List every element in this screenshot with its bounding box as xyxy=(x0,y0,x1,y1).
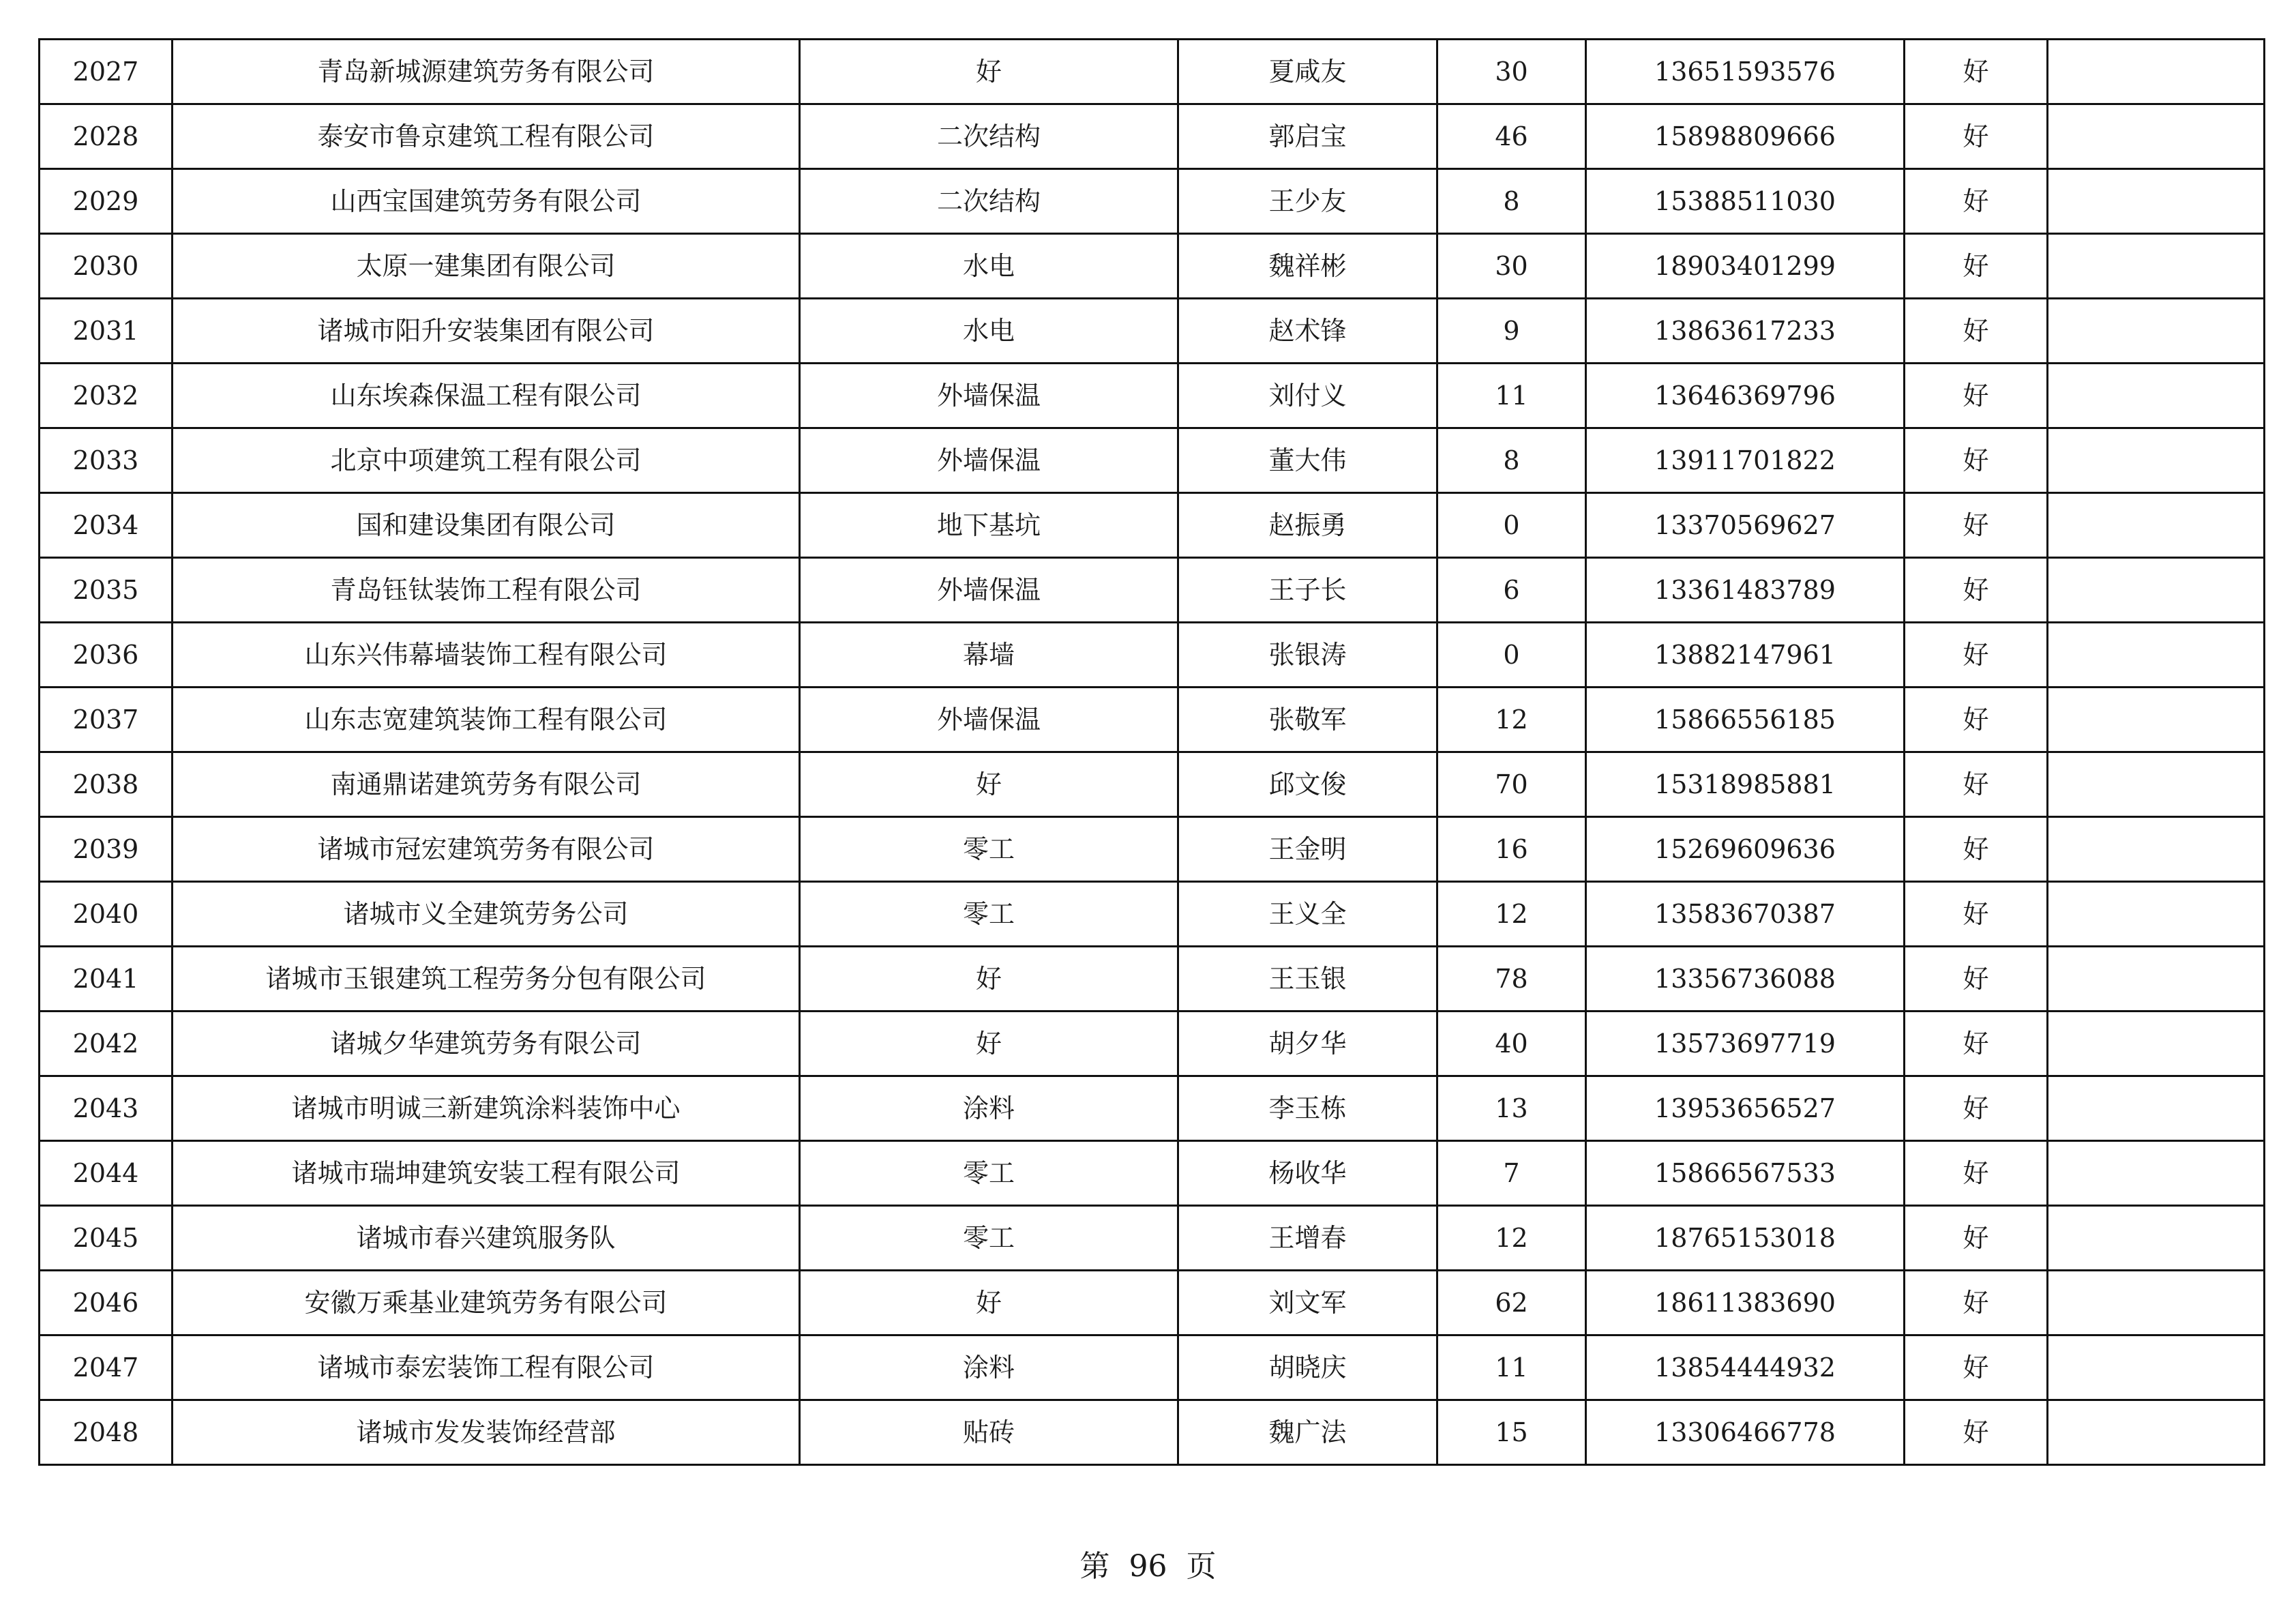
rating-cell: 好 xyxy=(1905,493,2048,558)
remark-cell xyxy=(2048,1206,2265,1271)
worker-count-cell: 12 xyxy=(1437,882,1586,947)
table-row xyxy=(40,493,2265,558)
company-name-cell: 太原一建集团有限公司 xyxy=(173,234,800,299)
rating-cell: 好 xyxy=(1905,40,2048,104)
work-type-cell: 二次结构 xyxy=(800,169,1178,234)
contact-person-cell: 刘文军 xyxy=(1178,1271,1437,1335)
phone-number-cell: 13361483789 xyxy=(1586,558,1905,623)
phone-number-cell: 13953656527 xyxy=(1586,1076,1905,1141)
work-type-cell: 好 xyxy=(800,1012,1178,1076)
work-type-cell: 幕墙 xyxy=(800,623,1178,688)
rating-cell: 好 xyxy=(1905,947,2048,1012)
phone-number-cell: 13356736088 xyxy=(1586,947,1905,1012)
page-number: 第 96 页 xyxy=(1079,1549,1217,1584)
contractor-table xyxy=(38,38,2265,1466)
company-name-cell: 泰安市鲁京建筑工程有限公司 xyxy=(173,104,800,169)
company-name-cell: 诸城市阳升安装集团有限公司 xyxy=(173,299,800,364)
remark-cell xyxy=(2048,688,2265,752)
table-row xyxy=(40,882,2265,947)
contact-person-cell: 赵振勇 xyxy=(1178,493,1437,558)
company-name-cell: 山东兴伟幕墙装饰工程有限公司 xyxy=(173,623,800,688)
company-name-cell: 诸城市明诚三新建筑涂料装饰中心 xyxy=(173,1076,800,1141)
row-number-cell: 2034 xyxy=(40,493,173,558)
phone-number-cell: 13646369796 xyxy=(1586,364,1905,428)
worker-count-cell: 6 xyxy=(1437,558,1586,623)
row-number-cell: 2036 xyxy=(40,623,173,688)
work-type-cell: 外墙保温 xyxy=(800,688,1178,752)
table-row xyxy=(40,947,2265,1012)
work-type-cell: 零工 xyxy=(800,1141,1178,1206)
rating-cell: 好 xyxy=(1905,688,2048,752)
row-number-cell: 2047 xyxy=(40,1335,173,1400)
remark-cell xyxy=(2048,947,2265,1012)
contact-person-cell: 胡晓庆 xyxy=(1178,1335,1437,1400)
table-row xyxy=(40,1335,2265,1400)
company-name-cell: 诸城市义全建筑劳务公司 xyxy=(173,882,800,947)
rating-cell: 好 xyxy=(1905,1012,2048,1076)
remark-cell xyxy=(2048,40,2265,104)
phone-number-cell: 18611383690 xyxy=(1586,1271,1905,1335)
phone-number-cell: 18903401299 xyxy=(1586,234,1905,299)
phone-number-cell: 13882147961 xyxy=(1586,623,1905,688)
row-number-cell: 2028 xyxy=(40,104,173,169)
remark-cell xyxy=(2048,234,2265,299)
row-number-cell: 2045 xyxy=(40,1206,173,1271)
table-row xyxy=(40,428,2265,493)
table-row xyxy=(40,299,2265,364)
row-number-cell: 2046 xyxy=(40,1271,173,1335)
contact-person-cell: 王玉银 xyxy=(1178,947,1437,1012)
table-row xyxy=(40,1271,2265,1335)
remark-cell xyxy=(2048,169,2265,234)
contact-person-cell: 胡夕华 xyxy=(1178,1012,1437,1076)
company-name-cell: 诸城市瑞坤建筑安装工程有限公司 xyxy=(173,1141,800,1206)
rating-cell: 好 xyxy=(1905,169,2048,234)
contact-person-cell: 魏祥彬 xyxy=(1178,234,1437,299)
table-row xyxy=(40,1012,2265,1076)
contact-person-cell: 李玉栋 xyxy=(1178,1076,1437,1141)
worker-count-cell: 46 xyxy=(1437,104,1586,169)
table-row xyxy=(40,623,2265,688)
rating-cell: 好 xyxy=(1905,1335,2048,1400)
work-type-cell: 好 xyxy=(800,40,1178,104)
rating-cell: 好 xyxy=(1905,882,2048,947)
row-number-cell: 2030 xyxy=(40,234,173,299)
worker-count-cell: 12 xyxy=(1437,1206,1586,1271)
work-type-cell: 好 xyxy=(800,1271,1178,1335)
worker-count-cell: 7 xyxy=(1437,1141,1586,1206)
phone-number-cell: 15318985881 xyxy=(1586,752,1905,817)
work-type-cell: 水电 xyxy=(800,299,1178,364)
worker-count-cell: 62 xyxy=(1437,1271,1586,1335)
phone-number-cell: 13911701822 xyxy=(1586,428,1905,493)
company-name-cell: 诸城市春兴建筑服务队 xyxy=(173,1206,800,1271)
table-row xyxy=(40,1141,2265,1206)
rating-cell: 好 xyxy=(1905,817,2048,882)
phone-number-cell: 13854444932 xyxy=(1586,1335,1905,1400)
table-row xyxy=(40,234,2265,299)
company-name-cell: 国和建设集团有限公司 xyxy=(173,493,800,558)
table-row xyxy=(40,752,2265,817)
company-name-cell: 诸城市泰宏装饰工程有限公司 xyxy=(173,1335,800,1400)
contact-person-cell: 郭启宝 xyxy=(1178,104,1437,169)
worker-count-cell: 0 xyxy=(1437,493,1586,558)
worker-count-cell: 0 xyxy=(1437,623,1586,688)
table-row xyxy=(40,558,2265,623)
work-type-cell: 外墙保温 xyxy=(800,364,1178,428)
rating-cell: 好 xyxy=(1905,1206,2048,1271)
phone-number-cell: 15866556185 xyxy=(1586,688,1905,752)
remark-cell xyxy=(2048,1141,2265,1206)
phone-number-cell: 13583670387 xyxy=(1586,882,1905,947)
company-name-cell: 诸城夕华建筑劳务有限公司 xyxy=(173,1012,800,1076)
row-number-cell: 2041 xyxy=(40,947,173,1012)
contact-person-cell: 杨收华 xyxy=(1178,1141,1437,1206)
company-name-cell: 山西宝国建筑劳务有限公司 xyxy=(173,169,800,234)
company-name-cell: 青岛新城源建筑劳务有限公司 xyxy=(173,40,800,104)
row-number-cell: 2029 xyxy=(40,169,173,234)
rating-cell: 好 xyxy=(1905,1400,2048,1465)
rating-cell: 好 xyxy=(1905,752,2048,817)
worker-count-cell: 8 xyxy=(1437,169,1586,234)
row-number-cell: 2040 xyxy=(40,882,173,947)
work-type-cell: 零工 xyxy=(800,1206,1178,1271)
table-row xyxy=(40,169,2265,234)
row-number-cell: 2044 xyxy=(40,1141,173,1206)
table-row xyxy=(40,364,2265,428)
remark-cell xyxy=(2048,428,2265,493)
row-number-cell: 2027 xyxy=(40,40,173,104)
worker-count-cell: 11 xyxy=(1437,364,1586,428)
contact-person-cell: 王金明 xyxy=(1178,817,1437,882)
work-type-cell: 外墙保温 xyxy=(800,428,1178,493)
contact-person-cell: 刘付义 xyxy=(1178,364,1437,428)
contact-person-cell: 张敬军 xyxy=(1178,688,1437,752)
company-name-cell: 安徽万乘基业建筑劳务有限公司 xyxy=(173,1271,800,1335)
work-type-cell: 外墙保温 xyxy=(800,558,1178,623)
contact-person-cell: 邱文俊 xyxy=(1178,752,1437,817)
rating-cell: 好 xyxy=(1905,234,2048,299)
row-number-cell: 2043 xyxy=(40,1076,173,1141)
row-number-cell: 2048 xyxy=(40,1400,173,1465)
work-type-cell: 涂料 xyxy=(800,1076,1178,1141)
contact-person-cell: 王义全 xyxy=(1178,882,1437,947)
contact-person-cell: 赵术锋 xyxy=(1178,299,1437,364)
remark-cell xyxy=(2048,817,2265,882)
row-number-cell: 2038 xyxy=(40,752,173,817)
rating-cell: 好 xyxy=(1905,1141,2048,1206)
rating-cell: 好 xyxy=(1905,364,2048,428)
company-name-cell: 诸城市冠宏建筑劳务有限公司 xyxy=(173,817,800,882)
phone-number-cell: 15269609636 xyxy=(1586,817,1905,882)
table-row xyxy=(40,1206,2265,1271)
worker-count-cell: 30 xyxy=(1437,234,1586,299)
remark-cell xyxy=(2048,752,2265,817)
contact-person-cell: 王少友 xyxy=(1178,169,1437,234)
remark-cell xyxy=(2048,1335,2265,1400)
table-row xyxy=(40,1076,2265,1141)
contact-person-cell: 王子长 xyxy=(1178,558,1437,623)
work-type-cell: 好 xyxy=(800,752,1178,817)
rating-cell: 好 xyxy=(1905,623,2048,688)
row-number-cell: 2033 xyxy=(40,428,173,493)
work-type-cell: 地下基坑 xyxy=(800,493,1178,558)
contact-person-cell: 夏咸友 xyxy=(1178,40,1437,104)
company-name-cell: 北京中项建筑工程有限公司 xyxy=(173,428,800,493)
company-name-cell: 山东志宽建筑装饰工程有限公司 xyxy=(173,688,800,752)
remark-cell xyxy=(2048,1400,2265,1465)
row-number-cell: 2035 xyxy=(40,558,173,623)
worker-count-cell: 12 xyxy=(1437,688,1586,752)
table-row xyxy=(40,817,2265,882)
company-name-cell: 诸城市玉银建筑工程劳务分包有限公司 xyxy=(173,947,800,1012)
phone-number-cell: 15866567533 xyxy=(1586,1141,1905,1206)
table-row xyxy=(40,688,2265,752)
contact-person-cell: 王增春 xyxy=(1178,1206,1437,1271)
phone-number-cell: 13863617233 xyxy=(1586,299,1905,364)
remark-cell xyxy=(2048,558,2265,623)
contact-person-cell: 张银涛 xyxy=(1178,623,1437,688)
remark-cell xyxy=(2048,364,2265,428)
table-row xyxy=(40,1400,2265,1465)
worker-count-cell: 70 xyxy=(1437,752,1586,817)
phone-number-cell: 13651593576 xyxy=(1586,40,1905,104)
rating-cell: 好 xyxy=(1905,558,2048,623)
rating-cell: 好 xyxy=(1905,428,2048,493)
rating-cell: 好 xyxy=(1905,299,2048,364)
worker-count-cell: 78 xyxy=(1437,947,1586,1012)
phone-number-cell: 13306466778 xyxy=(1586,1400,1905,1465)
work-type-cell: 二次结构 xyxy=(800,104,1178,169)
remark-cell xyxy=(2048,1271,2265,1335)
remark-cell xyxy=(2048,882,2265,947)
work-type-cell: 好 xyxy=(800,947,1178,1012)
rating-cell: 好 xyxy=(1905,1271,2048,1335)
remark-cell xyxy=(2048,299,2265,364)
remark-cell xyxy=(2048,623,2265,688)
contact-person-cell: 董大伟 xyxy=(1178,428,1437,493)
worker-count-cell: 15 xyxy=(1437,1400,1586,1465)
work-type-cell: 水电 xyxy=(800,234,1178,299)
worker-count-cell: 9 xyxy=(1437,299,1586,364)
company-name-cell: 青岛钰钛装饰工程有限公司 xyxy=(173,558,800,623)
worker-count-cell: 13 xyxy=(1437,1076,1586,1141)
work-type-cell: 零工 xyxy=(800,882,1178,947)
remark-cell xyxy=(2048,493,2265,558)
worker-count-cell: 30 xyxy=(1437,40,1586,104)
contact-person-cell: 魏广法 xyxy=(1178,1400,1437,1465)
phone-number-cell: 15898809666 xyxy=(1586,104,1905,169)
company-name-cell: 南通鼎诺建筑劳务有限公司 xyxy=(173,752,800,817)
row-number-cell: 2042 xyxy=(40,1012,173,1076)
phone-number-cell: 15388511030 xyxy=(1586,169,1905,234)
row-number-cell: 2039 xyxy=(40,817,173,882)
row-number-cell: 2031 xyxy=(40,299,173,364)
row-number-cell: 2032 xyxy=(40,364,173,428)
worker-count-cell: 8 xyxy=(1437,428,1586,493)
worker-count-cell: 16 xyxy=(1437,817,1586,882)
phone-number-cell: 13370569627 xyxy=(1586,493,1905,558)
row-number-cell: 2037 xyxy=(40,688,173,752)
work-type-cell: 贴砖 xyxy=(800,1400,1178,1465)
worker-count-cell: 40 xyxy=(1437,1012,1586,1076)
phone-number-cell: 18765153018 xyxy=(1586,1206,1905,1271)
rating-cell: 好 xyxy=(1905,1076,2048,1141)
work-type-cell: 涂料 xyxy=(800,1335,1178,1400)
remark-cell xyxy=(2048,104,2265,169)
table-row xyxy=(40,40,2265,104)
phone-number-cell: 13573697719 xyxy=(1586,1012,1905,1076)
worker-count-cell: 11 xyxy=(1437,1335,1586,1400)
table-body xyxy=(40,40,2265,1465)
work-type-cell: 零工 xyxy=(800,817,1178,882)
remark-cell xyxy=(2048,1076,2265,1141)
remark-cell xyxy=(2048,1012,2265,1076)
table-row xyxy=(40,104,2265,169)
company-name-cell: 诸城市发发装饰经营部 xyxy=(173,1400,800,1465)
company-name-cell: 山东埃森保温工程有限公司 xyxy=(173,364,800,428)
rating-cell: 好 xyxy=(1905,104,2048,169)
